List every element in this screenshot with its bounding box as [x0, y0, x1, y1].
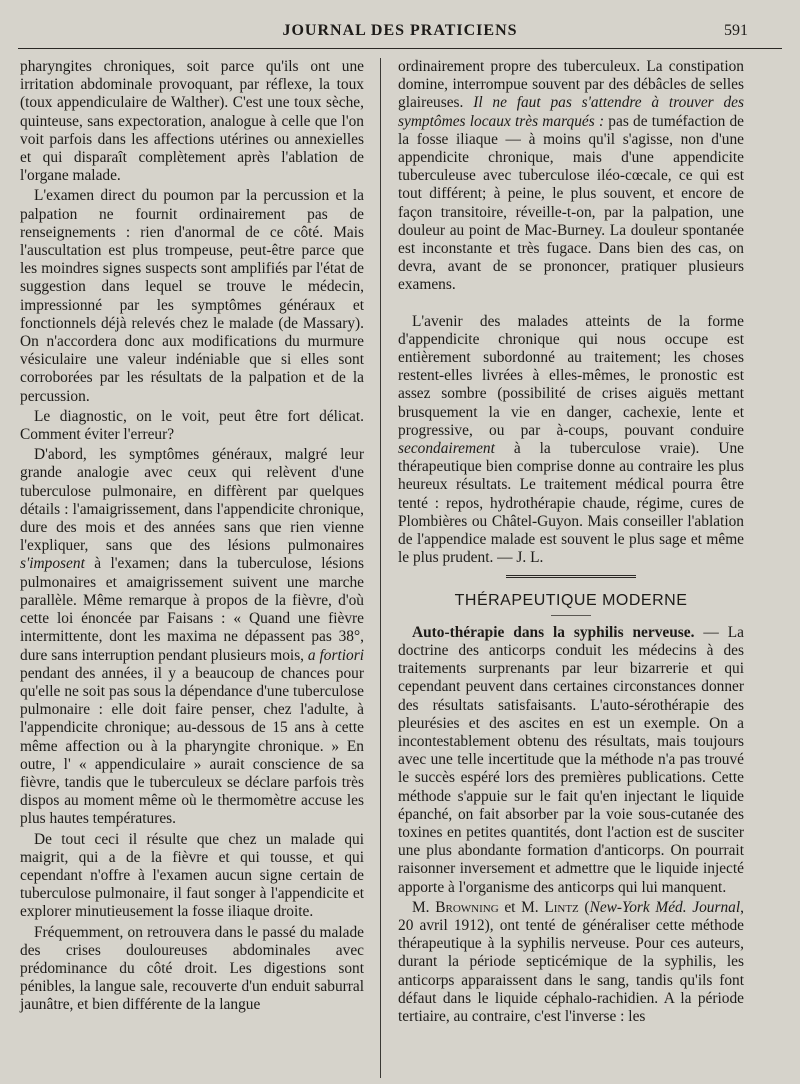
text-run: — La doctrine des anticorps conduit les médecins à des traitements surprenants par leur bizarrerie et qui cependant peuvent dans certaines circonstances donner des résultats satisfaisants. L'auto-sérothérapie des pleurésies et des ascites en est un exemple. On a incontestablement obtenu des résultats, mais toujours avec une telle incertitude que la méthode n'a pas trouvé le succès espéré lors des premières publications. Cette méthode s'appuie sur le fait qu'en injectant le liquide épanché, on fait absorber par la voie sous-cutanée des toxines en petites quantités, dont l'action est de susciter une plus abondante formation d'anticorps. On pourrait raisonner inversement et admettre que le liquide injecté apporte à l'organisme des anticorps qui lui manquent.	[398, 623, 744, 896]
text-run: (	[578, 898, 590, 916]
article-heading: Auto-thérapie dans la syphilis nerveuse.	[412, 623, 695, 641]
text-run: et M.	[498, 898, 545, 916]
author-name: Browning	[435, 898, 499, 916]
text-run: pendant des années, il y a beaucoup de chances pour qu'elle ne soit pas sous la dépendance d'une tuberculose pulmonaire : elle doit faire penser, chez l'adulte, à l'appendicite chronique; au-dessous de 15 ans à cette même affection ou à la pharyngite chronique. » En outre, l' « appendiculaire » aurait conscience de sa fièvre, tandis que le tuberculeux se déclare parfois très dispos au moment même où le thermomètre accuse les plus hautes températures.	[20, 664, 364, 828]
text-run: à la tuberculose vraie). Une thérapeutique bien comprise donne au contraire les plus heureux résultats. Le traitement médical pourra être tenté : repos, hydrothérapie chaude, régime, cures de Plombières ou Châtel-Guyon. Mais conseiller l'ablation de l'appendice malade est souvent le plus sage et même le plus prudent. — J. L.	[398, 440, 744, 567]
section-subrule	[551, 615, 591, 616]
column-separator	[380, 58, 381, 1078]
text-run: à l'examen; dans la tuberculose, lésions pulmonaires et amaigrissement suivent une marche parallèle. Même remarque à propos de la fièvre, d'où cette loi énoncée par Faisans : « Quand une fièvre intermittente, dont les maxima ne dépassent pas 38°, dure sans interruption pendant plusieurs mois,	[20, 555, 364, 664]
text-run: , 20 avril 1912), ont tenté de généraliser cette méthode thérapeutique à la syphilis nerveuse. Pour ces auteurs, durant la période septicémique de la syphilis, les anticorps apparaissent dans le sang, tandis qu'ils font défaut dans le liquide céphalo-rachidien. A la période tertiaire, au contraire, c'est l'inverse : les	[398, 898, 744, 1025]
text-run: L'avenir des malades atteints de la forme d'appendicite chronique qui nous occupe est entièrement subordonné au traitement; les choses restent-elles livrées à elles-mêmes, le pronostic est assez sombre (possibilité de crises aiguës mettant brusquement la vie en danger, cachexie, lente et progressive, ou par à-coups, pouvant conduire	[398, 312, 744, 439]
author-name: Lintz	[544, 898, 579, 916]
italic-text: s'imposent	[20, 555, 85, 573]
right-paragraph	[398, 58, 744, 295]
left-paragraph: pharyngites chroniques, soit parce qu'ils ont une irritation abdominale provoquant, par réflexe, la toux (toux appendiculaire de Walther). C'est une toux sèche, quinteuse, sans expectoration, analogue à celle que l'on voit parfois dans les affections utérines ou annexielles et qui disparaît complètement après l'ablation de l'organe malade.	[20, 58, 364, 185]
page-header	[0, 16, 800, 46]
italic-text: secondairement	[398, 440, 495, 458]
section-title: THÉRAPEUTIQUE MODERNE	[454, 592, 688, 610]
page-number: 591	[724, 22, 748, 39]
right-paragraph	[398, 899, 744, 1026]
text-run: D'abord, les symptômes généraux, malgré leur grande analogie avec ceux qui relèvent d'une tuberculose pulmonaire, en diffèrent par quelques détails : l'amaigrissement, dans l'appendicite chronique, dure des mois et des années sans que rien vienne l'expliquer, sans que des lésions pulmonaires	[20, 446, 364, 555]
left-paragraph: L'examen direct du poumon par la percussion et la palpation ne fournit ordinairement pas de renseignements : rien d'anormal de ce côté. Mais l'auscultation est plus trompeuse, peut-être parce que les moindres signes suspects sont amplifiés par l'état de suggestion dans lequel se trouve le médecin, impressionné par les symptômes généraux et fonctionnels déjà relevés chez le malade (de Massary). On n'accordera donc aux modifications du murmure vésiculaire une valeur indéniable que si elles sont corroborées par les résultats de la palpation et de la percussion.	[20, 187, 364, 405]
journal-citation: New-York Méd. Journal	[589, 898, 741, 916]
italic-text: a fortiori	[307, 646, 364, 664]
text-run: pas de tuméfaction de la fosse iliaque — à moins qu'il s'agisse, non d'une appendicite chronique, mais d'une appendicite tuberculeuse avec tuberculose iléo-cœcale, ce qui est tout différent; à peine, le plus souvent, et encore de façon transitoire, réveille-t-on, par la palpation, une douleur au point de Mac-Burney. La douleur spontanée est inconstante et très fugace. Dans bien des cas, on devra, avant de se prononcer, pratiquer plusieurs examens.	[398, 112, 745, 294]
text-run: M.	[412, 898, 436, 916]
left-column	[20, 58, 364, 1015]
section-divider	[506, 575, 636, 580]
text-run: ordinairement propre des tuberculeux. La constipation domine, interrompue souvent par des débâcles de selles glaireuses.	[398, 58, 744, 112]
header-rule	[18, 48, 782, 49]
left-paragraph: Le diagnostic, on le voit, peut être fort délicat. Comment éviter l'erreur?	[20, 407, 364, 444]
left-paragraph: Fréquemment, on retrouvera dans le passé du malade des crises douloureuses abdominales avec prédominance du côté droit. Les digestions sont pénibles, la langue sale, recouverte d'un enduit saburral jaunâtre, et bien différente de la langue	[20, 923, 364, 1014]
right-paragraph	[398, 313, 744, 568]
journal-title: JOURNAL DES PRATICIENS	[282, 22, 518, 39]
left-paragraph: De tout ceci il résulte que chez un malade qui maigrit, qui a de la fièvre et qui tousse, et qui cependant n'offre à l'examen aucun signe certain de tuberculose pulmonaire, il faut songer à l'appendicite et explorer minutieusement la fosse iliaque droite.	[20, 830, 364, 921]
left-paragraph	[20, 446, 364, 828]
right-column	[398, 58, 744, 1026]
right-paragraph	[398, 624, 744, 897]
italic-text: Il ne faut pas s'attendre à trouver des symptômes locaux très marqués :	[398, 94, 744, 130]
